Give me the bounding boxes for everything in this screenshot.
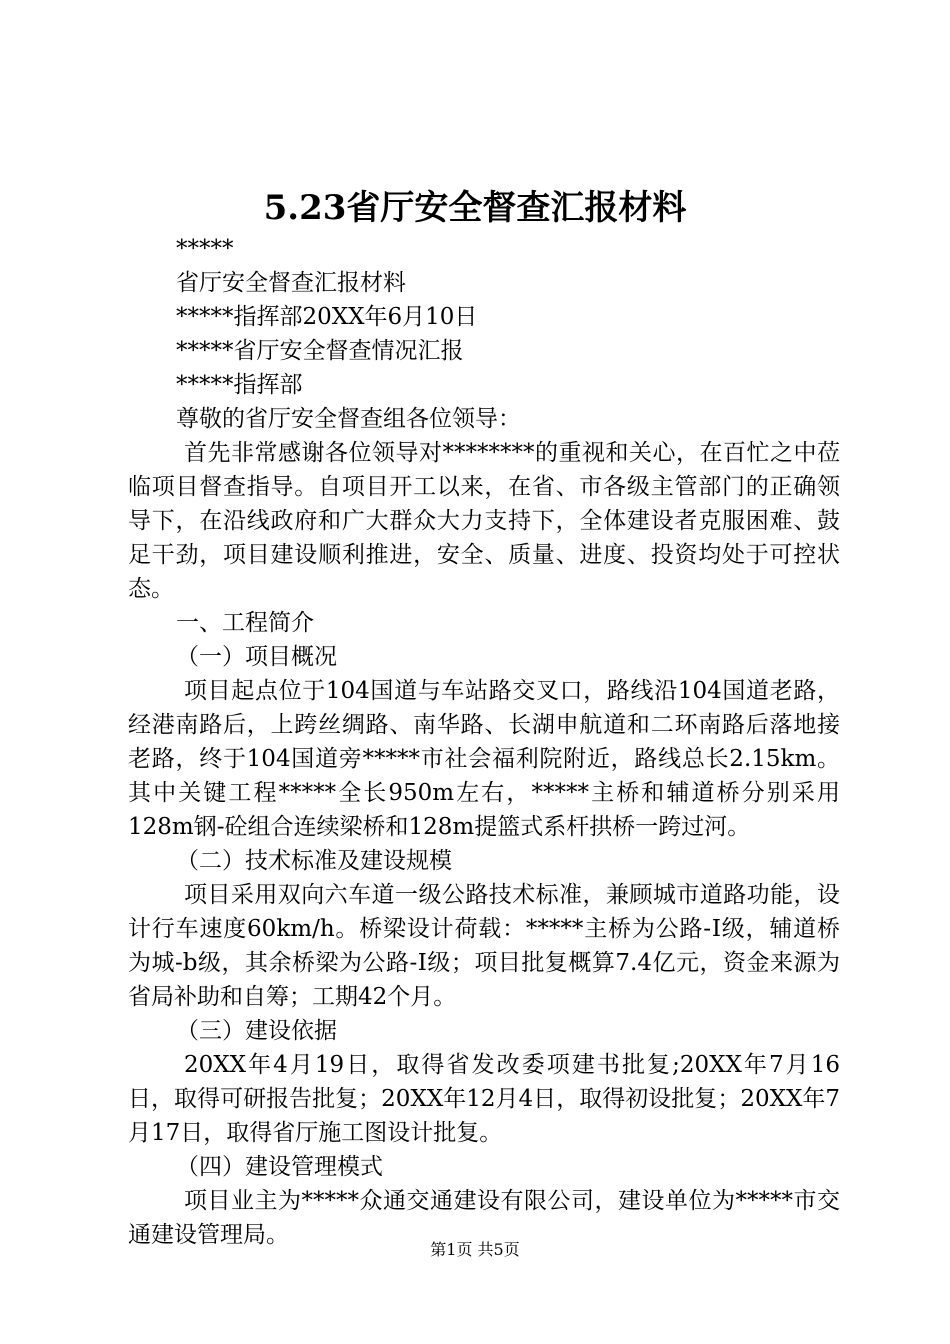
paragraph: 首先非常感谢各位领导对********的重视和关心，在百忙之中莅临项目督查指导。自项目开工以来，在省、市各级主管部门的正确领导下，在沿线政府和广大群众大力支持下，全体建设者克服困难、鼓足干劲，项目建设顺利推进，安全、质量、进度、投资均处于可控状态。 <box>128 440 840 602</box>
paragraph: 尊敬的省厅安全督查组各位领导： <box>176 406 521 432</box>
paragraph: 省厅安全督查汇报材料 <box>176 270 406 296</box>
paragraph: 项目采用双向六车道一级公路技术标准，兼顾城市道路功能，设计行车速度60km/h。桥梁设计荷载：*****主桥为公路-Ⅰ级，辅道桥为城-b级，其余桥梁为公路-Ⅰ级；项目批复概算7.4亿元，资金来源为省局补助和自筹；工期42个月。 <box>128 882 840 1010</box>
subsection-heading: （二）技术标准及建设规模 <box>176 848 452 874</box>
page-footer: 第1页 共5页 <box>430 1240 520 1259</box>
subsection-heading: （四）建设管理模式 <box>176 1154 383 1180</box>
document-title: 5.23省厅安全督查汇报材料 <box>263 188 687 228</box>
subsection-heading: （三）建设依据 <box>176 1018 337 1044</box>
section-heading: 一、工程简介 <box>176 610 314 636</box>
paragraph: *****指挥部20XX年6月10日 <box>176 304 478 330</box>
paragraph: 20XX年4月19日，取得省发改委项建书批复;20XX年7月16日，取得可研报告批复；20XX年12月4日，取得初设批复；20XX年7月17日，取得省厅施工图设计批复。 <box>128 1052 841 1146</box>
paragraph: ***** <box>176 236 234 262</box>
document-body <box>128 232 840 1252</box>
paragraph: 项目业主为*****众通交通建设有限公司，建设单位为*****市交通建设管理局。 <box>128 1188 840 1248</box>
subsection-heading: （一）项目概况 <box>176 644 337 670</box>
paragraph: 项目起点位于104国道与车站路交叉口，路线沿104国道老路，经港南路后，上跨丝绸路、南华路、长湖申航道和二环南路后落地接老路，终于104国道旁*****市社会福利院附近，路线总长2.15km。其中关键工程*****全长950m左右，*****主桥和辅道桥分别采用128m钢-砼组合连续梁桥和128m提篮式系杆拱桥一跨过河。 <box>128 678 840 840</box>
paragraph: *****指挥部 <box>176 372 303 398</box>
paragraph: *****省厅安全督查情况汇报 <box>176 338 464 364</box>
